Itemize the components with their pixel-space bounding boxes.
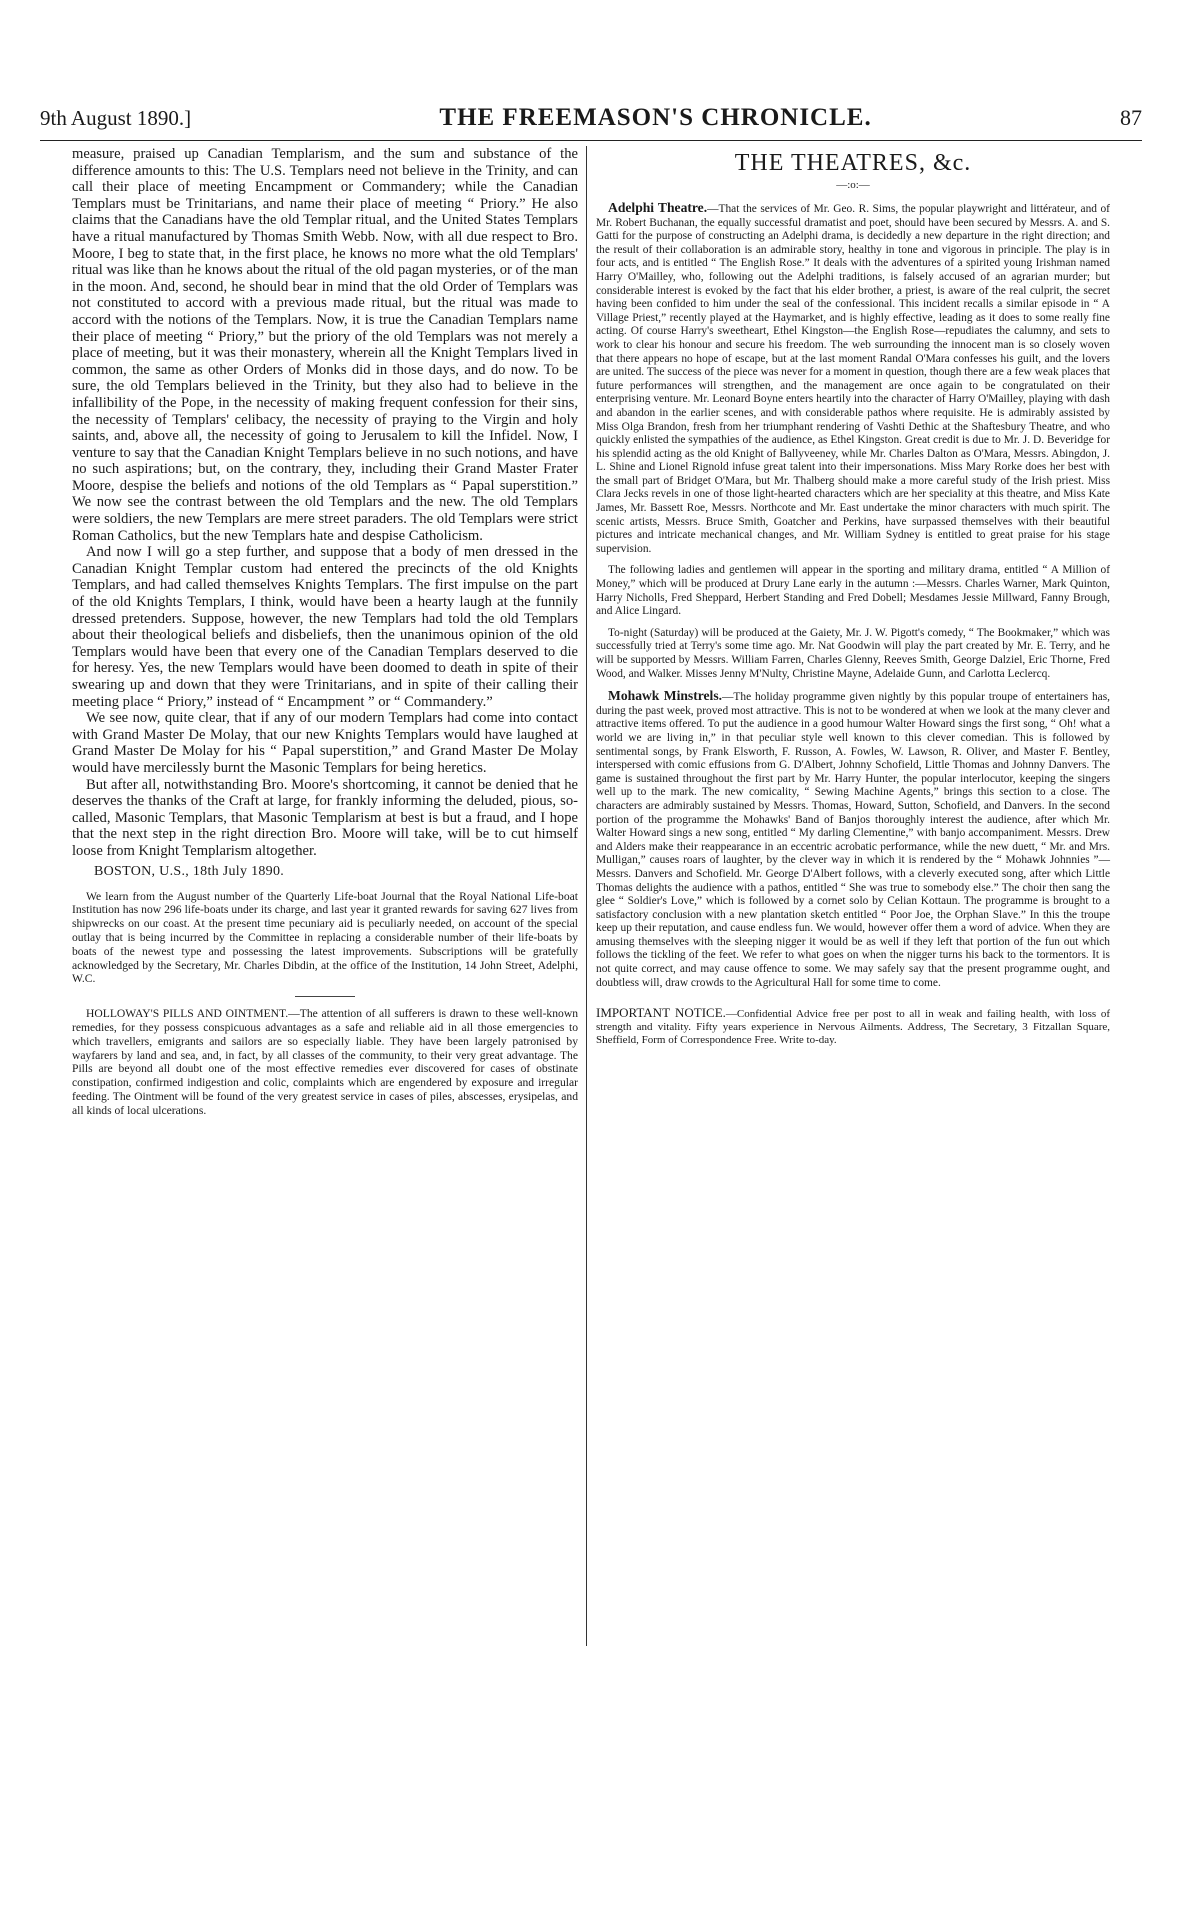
article-paragraph: measure, praised up Canadian Templarism, and the sum and substance of the difference amounts to this: The U.S. Templars need not believe in the Trinity, and can call their place of meeting Encampment or Commandery; while the Canadian Templars must be Trinitarians, and name their place of meeting “ Priory.” He also claims that the Canadians have the old Templar ritual, and the United States Templars have a ritual manufactured by Thomas Smith Webb. Now, with all due respect to Bro. Moore, I beg to state that, in the first place, he knows no more what the old Templars' ritual was like than he knows about the ritual of the old pagan mysteries, or of the man in the moon. And, second, he should bear in mind that the old Order of Templars was not constituted to accord with a previous made ritual, but the ritual was made to accord with the notions of the Templars. Now, it is true the Canadian Templars name their place of meeting “ Priory,” but the priory of the old Templars was not merely a place of meeting, but it was their monastery, wherein all the Knight Templars lived in common, the same as other Orders of Monks did in those days, and do now. To be sure, the old Templars believed in the Trinity, but they also had to believe in the infallibility of the Pope, in the necessity of making frequent confession for their sins, the necessity of Templars' celibacy, the necessity of praying to the Virgin and holy saints, and, above all, the necessity of going to Jerusalem to kill the Infidel. Now, I venture to say that the Canadian Knight Templars believe in no such notions, and have no such aspirations; but, on the contrary, they, including their Grand Master Frater Moore, despise the beliefs and notions of the old Templars as “ Papal superstition.” We now see the contrast between the old Templars and the new. The old Templars were soldiers, the new Templars are mere street paraders. The old Templars were strict Roman Catholics, but the new Templars hate and despise Catholicism. bbox=[72, 146, 578, 544]
adelphi-heading: Adelphi Theatre. bbox=[608, 200, 708, 215]
page-number: 87 bbox=[1120, 105, 1142, 130]
article-paragraph: But after all, notwithstanding Bro. Moore's shortcoming, it cannot be denied that he deserves the thanks of the Craft at large, for frankly informing the deluded, pious, so-called, Masonic Templars, that Masonic Templarism at best is but a fraud, and I hope that the next step in the right direction Bro. Moore will take, will be to cut himself loose from Knight Templarism altogether. bbox=[72, 776, 578, 859]
adelphi-text: —That the services of Mr. Geo. R. Sims, the popular playwright and littérateur, and of Mr. Robert Buchanan, the equally successful dramatist and poet, should have been secured by Messrs. A. and S. Gatti for the purpose of constructing an Adelphi drama, is decidedly a new departure in the right direction; and the result of their collaboration is an admirable story, healthy in tone and vigorous in principle. The play is in four acts, and is entitled “ The English Rose.” It deals with the adventures of a spirited young Irishman named Harry O'Mailley, who, following out the Adelphi traditions, is falsely accused of an agrarian murder; but considerable interest is evoked by the fact that his elder brother, a priest, is aware of the real culprit, the secret having been confided to him under the seal of the confessional. This incident recalls a similar episode in “ A Village Priest,” recently played at the Haymarket, and is highly effective, leading as it does to some really fine acting. Of course Harry's sweetheart, Ethel Kingston—the English Rose—repudiates the calumny, and sets to work to clear his honour and secure his freedom. The web surrounding the innocent man is so closely woven that there appears no hope of escape, but at the last moment Randal O'Mara confesses his guilt, and the lovers are united. The success of the piece was never for a moment in question, though there are a few weak places that future performances will strengthen, and the management are once again to be congratulated on their enterprising venture. Mr. Leonard Boyne enters heartily into the character of Harry O'Mailley, playing with dash and abandon in the earlier scenes, and with considerable pathos where requisite. He is admirably assisted by Miss Olga Brandon, fresh from her triumphant rendering of Vashti Dethic at the Shaftesbury Theatre, and who quickly enlisted the sympathies of the audience, as Ethel Kingston. Great credit is due to Mr. J. D. Beveridge for his splendid acting as the old Knight of Ballyveeney, while Mr. Charles Dalton as O'Mara, Messrs. Abingdon, J. L. Shine and Lionel Rignold infuse great talent into their impersonations. Miss Mary Rorke does her best with the small part of Bridget O'Mara, but Mr. Thalberg should make a more careful study of the Irish priest. Miss Clara Jecks revels in one of those light-hearted characters which are her speciality at this theatre, and Miss Kate James, Mr. Bassett Roe, Messrs. Northcote and Mr. East undertake the minor characters with much spirit. The scenic artists, Messrs. Bruce Smith, Goatcher and Perkins, have surpassed themselves with their beautiful pictures and intricate mechanical changes, and Mr. William Sydney is entitled to great praise for his stage supervision. bbox=[596, 203, 1110, 555]
article-paragraph: And now I will go a step further, and suppose that a body of men dressed in the Canadian Knight Templar custom had entered the precincts of the old Knights Templars, and had called themselves Knights Templars. The first impulse on the part of the old Knights Templars, I think, would have been a hearty laugh at the funnily dressed pretenders. Suppose, however, the new Templars had told the old Templars about their theological beliefs and disbeliefs, then the unanimous opinion of the old Templars would have been that every one of the Canadian Templars deserved to die for heresy. Yes, the new Templars would have been doomed to death in spite of their swearing up and down that they were Trinitarians, and in spite of their calling their meeting place “ Priory,” instead of “ Encampment ” or “ Commandery.” bbox=[72, 544, 578, 710]
issue-date: 9th August 1890.] bbox=[40, 106, 192, 130]
holloway-advertisement: HOLLOWAY'S PILLS AND OINTMENT.—The attention of all sufferers is drawn to these well-known remedies, for they possess conspicuous advantages as a safe and reliable aid in all those emergencies to which travellers, emigrants and sailors are so especially liable. They have been largely patronised by wayfarers by land and sea, and, in fact, by all classes of the community, to their very great advantage. The Pills are beyond all doubt one of the most effective remedies ever discovered for cases of obstinate constipation, confirmed indigestion and colic, complaints which are engendered by exposure and irregular feeding. The Ointment will be found of the very greatest service in cases of piles, abscesses, erysipelas, and all kinds of local ulcerations. bbox=[72, 1007, 578, 1117]
important-notice bbox=[596, 1006, 1110, 1047]
gaiety-notice: To-night (Saturday) will be produced at the Gaiety, Mr. J. W. Pigott's comedy, “ The Bookmaker,” which was successfully tried at Terry's some time ago. Mr. Nat Goodwin will play the part created by Mr. E. Terry, and he will be supported by Messrs. William Farren, Charles Glenny, Reeves Smith, George Dalziel, Eric Thorne, Fred Wood, and Walker. Misses Jenny M'Nulty, Christine Mayne, Adelaide Gunn, and Carlotta Leclercq. bbox=[596, 626, 1110, 680]
column-divider bbox=[586, 146, 587, 1646]
notice-heading: IMPORTANT NOTICE. bbox=[596, 1005, 726, 1021]
section-separator: —:o:— bbox=[836, 179, 870, 191]
left-column bbox=[72, 146, 578, 1127]
lifeboat-notice: We learn from the August number of the Quarterly Life-boat Journal that the Royal National Life-boat Institution has now 296 life-boats under its charge, and last year it granted rewards for saving 627 lives from shipwrecks on our coast. At the present time pecuniary aid is peculiarly needed, on account of the special outlay that is being incurred by the Committee in replacing a considerable number of their life-boats by boats of the newest type and possessing the latest improvements. Subscriptions will be gratefully acknowledged by the Secretary, Mr. Charles Dibdin, at the office of the Institution, 14 John Street, Adelphi, W.C. bbox=[72, 889, 578, 986]
article-signature: BOSTON, U.S., 18th July 1890. bbox=[94, 863, 285, 879]
drury-lane-notice: The following ladies and gentlemen will appear in the sporting and military drama, entitled “ A Million of Money,” which will be produced at Drury Lane early in the autumn :—Messrs. Charles Warner, Mark Quinton, Harry Nicholls, Fred Sheppard, Herbert Standing and Fred Dobell; Mesdames Jessie Millward, Fanny Brough, and Alice Lingard. bbox=[596, 564, 1110, 618]
mohawk-text: —The holiday programme given nightly by this popular troupe of entertainers has, during the past week, proved most attractive. This is not to be wondered at when we look at the many clever and attractive items offered. To put the audience in a good humour Walter Howard sings the first song, “ Oh! what a world we are living in,” in that peculiar style well known to this clever comedian. This is followed by sentimental songs, by Frank Elsworth, F. Russon, A. Fowles, W. Lawson, R. Oliver, and Master F. Bentley, interspersed with comic effusions from G. D'Albert, Johnny Schofield, Little Thomas and Johnny Danvers. The game is sustained throughout the first part by Mr. Harry Hunter, the popular interlocutor, keeping the singers well up to the mark. The new comicality, “ Sewing Machine Agents,” brings this section to a close. The characters are admirably sustained by Messrs. Thomas, Howard, Sutton, Schofield, and Danvers. In the second portion of the programme the Mohawks' Band of Banjos thoroughly interest the audience, after which Mr. Walter Howard sings a new song, entitled “ My darling Clementine,” with banjo accompaniment. Messrs. Drew and Alders make their reappearance in an eccentric acrobatic performance, while the new duett, “ Mr. and Mrs. Mulligan,” causes roars of laughter, by the clever way in which it is rendered by the “ Mohawk Johnnies ”—Messrs. Danvers and Schofield. Mr. George D'Albert follows, with a cleverly executed song, after which Little Thomas delights the audience with a pathos, entitled “ She was true to somebody else.” The choir then sang the glee “ Soldier's Love,” which is followed by a cornet solo by Celian Kottaun. The programme is brought to a satisfactory conclusion with a new plantation sketch entitled “ Poor Joe, the Orphan Slave.” In this the troupe keep up their reputation, and cause endless fun. We would, however offer them a word of advice. When they are amusing themselves with the sleeping nigger it would be as well if they left that portion of the fun out which follows the tickling of the feet. We refer to what goes on when the nigger turns his back to the tormentors. It is not quite correct, and may cause offence to some. We may safely say that the present programme ought, and doubtless will, draw crowds to the Agricultural Hall for some time to come. bbox=[596, 691, 1110, 989]
mohawk-review bbox=[596, 689, 1110, 990]
page-header bbox=[40, 104, 1142, 141]
article-paragraph: We see now, quite clear, that if any of our modern Templars had come into contact with Grand Master De Molay, that our new Knights Templars would have laughed at Grand Master De Molay for his “ Papal superstition,” and Grand Master De Molay would have mercilessly burnt the Masonic Templars for being heretics. bbox=[72, 710, 578, 776]
masthead-title: THE FREEMASON'S CHRONICLE. bbox=[439, 104, 872, 131]
section-title: THE THEATRES, &c. bbox=[734, 150, 972, 176]
right-column bbox=[596, 146, 1110, 1047]
mohawk-heading: Mohawk Minstrels. bbox=[608, 688, 723, 704]
adelphi-review bbox=[596, 201, 1110, 556]
section-rule bbox=[295, 996, 355, 997]
notice-text: —Confidential Advice free per post to all in weak and failing health, with loss of strength and vitality. Fifty years experience in Nervous Ailments. Address, The Secretary, 3 Fitzallan Square, Sheffield, Form of Correspondence Free. Write to-day. bbox=[596, 1008, 1111, 1047]
